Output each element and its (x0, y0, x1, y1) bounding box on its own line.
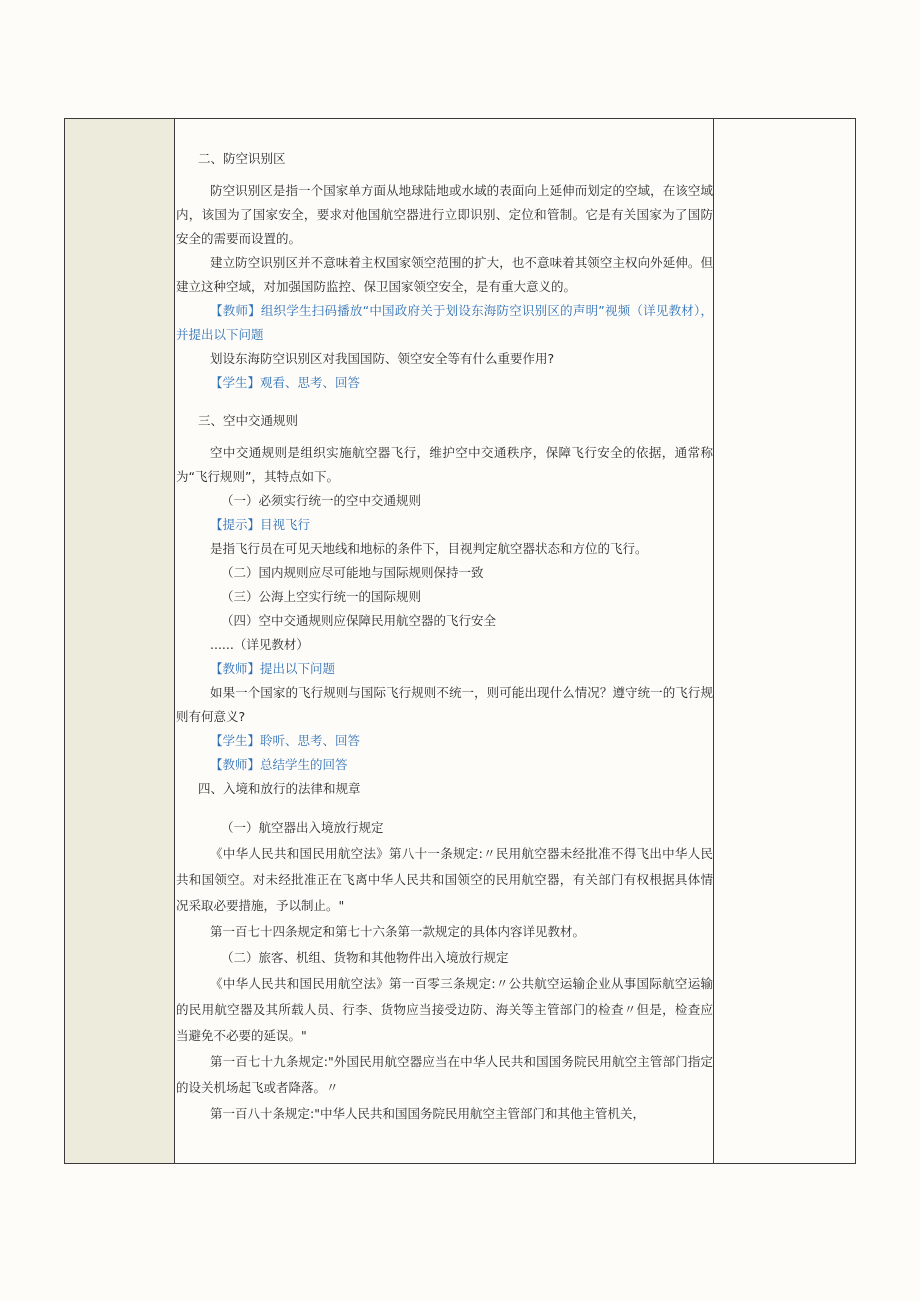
list-item: （二）旅客、机组、货物和其他物件出入境放行规定 (221, 950, 509, 965)
teacher-instruction: 【教师】提出以下问题 (210, 661, 336, 676)
lesson-table (64, 118, 856, 1164)
list-item: （二）国内规则应尽可能地与国际规则保持一致 (221, 565, 484, 580)
see-textbook-note: ......（详见教材） (210, 637, 309, 652)
student-activity: 【学生】聆听、思考、回答 (210, 733, 361, 748)
section-heading-entry-clearance: 四、入境和放行的法律和规章 (198, 781, 361, 796)
list-item: （四）空中交通规则应保障民用航空器的飞行安全 (221, 613, 497, 628)
paragraph: 防空识别区是指一个国家单方面从地球陆地或水域的表面向上延伸而划定的空域，在该空域内，该国为了国家安全，要求对他国航空器进行立即识别、定位和管制。它是有关国家为了国防安全的需要而设置的。 (176, 183, 713, 246)
list-item: （三）公海上空实行统一的国际规则 (221, 589, 422, 604)
list-item: （一）必须实行统一的空中交通规则 (221, 493, 422, 508)
content-column (175, 119, 714, 1163)
teacher-instruction: 【教师】总结学生的回答 (210, 757, 348, 772)
list-item: （一）航空器出入境放行规定 (221, 820, 384, 835)
teacher-instruction: 【教师】组织学生扫码播放“中国政府关于划设东海防空识别区的声明”视频（详见教材），并提出以下问题 (176, 303, 713, 342)
paragraph: 建立防空识别区并不意味着主权国家领空范围的扩大，也不意味着其领空主权向外延伸。但建立这种空域，对加强国防监控、保卫国家领空安全，是有重大意义的。 (176, 255, 713, 294)
section-heading-air-traffic-rules: 三、空中交通规则 (198, 413, 299, 428)
discussion-question: 如果一个国家的飞行规则与国际飞行规则不统一，则可能出现什么情况？遵守统一的飞行规则有何意义? (176, 685, 713, 724)
paragraph: 《中华人民共和国民用航空法》第一百零三条规定:〃公共航空运输企业从事国际航空运输的民用航空器及其所载人员、行李、货物应当接受边防、海关等主管部门的检查〃但是，检查应当避免不必要的延误。" (176, 976, 713, 1043)
paragraph: 是指飞行员在可见天地线和地标的条件下，目视判定航空器状态和方位的飞行。 (210, 541, 648, 556)
paragraph: 空中交通规则是组织实施航空器飞行，维护空中交通秩序，保障飞行安全的依据，通常称为“飞行规则”，其特点如下。 (176, 445, 713, 484)
student-activity: 【学生】观看、思考、回答 (210, 375, 361, 390)
right-notes-column (714, 119, 855, 1163)
tip-label: 【提示】目视飞行 (210, 517, 311, 532)
paragraph: 第一百八十条规定:"中华人民共和国国务院民用航空主管部门和其他主管机关， (210, 1106, 645, 1121)
discussion-question: 划设东海防空识别区对我国国防、领空安全等有什么重要作用? (210, 351, 555, 366)
paragraph: 《中华人民共和国民用航空法》第八十一条规定:〃民用航空器未经批准不得飞出中华人民共和国领空。对未经批准正在飞离中华人民共和国领空的民用航空器，有关部门有权根据具体情况采取必要措施，予以制止。" (176, 846, 713, 913)
section-heading-air-defense-zone: 二、防空识别区 (198, 151, 286, 166)
paragraph: 第一百七十九条规定:"外国民用航空器应当在中华人民共和国国务院民用航空主管部门指定的设关机场起飞或者降落。〃 (176, 1054, 713, 1095)
left-label-column (65, 119, 175, 1163)
paragraph: 第一百七十四条规定和第七十六条第一款规定的具体内容详见教材。 (210, 924, 586, 939)
